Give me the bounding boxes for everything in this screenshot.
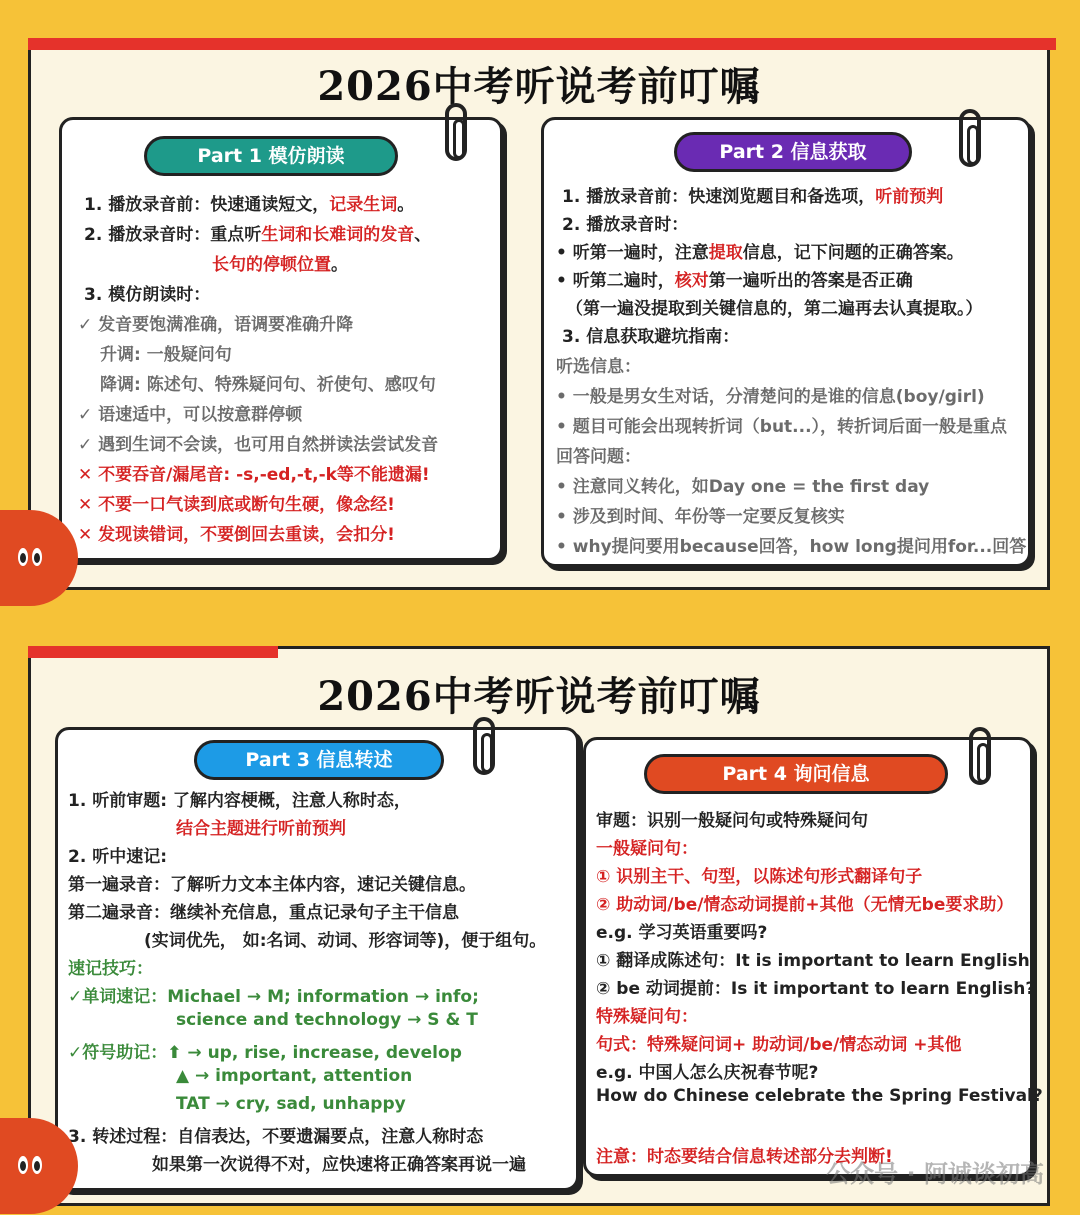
part1-line-4: 3. 模仿朗读时： [84, 285, 211, 305]
part2-line-2: 2. 播放录音时： [562, 215, 689, 235]
part4-line-8: 特殊疑问句： [596, 1007, 698, 1027]
part3-line-5: 第二遍录音：继续补充信息，重点记录句子主干信息 [68, 903, 459, 923]
part1-cross-3: ✕ 发现读错词，不要倒回去重读，会扣分! [78, 525, 395, 545]
eye-icon [18, 548, 28, 566]
part1-rise: 升调: 一般疑问句 [100, 345, 232, 365]
part2-line-8: • 一般是男女生对话，分清楚问的是谁的信息(boy/girl) [556, 387, 985, 407]
paperclip-icon [959, 109, 981, 167]
part3-line-6: (实词优先， 如:名词、动词、形容词等)，便于组句。 [144, 931, 547, 951]
part3-line-2: 结合主题进行听前预判 [176, 819, 346, 839]
part2-line-13: • why提问要用because回答，how long提问用for...回答 [556, 537, 1027, 557]
part4-line-10: e.g. 中国人怎么庆祝春节呢? [596, 1063, 819, 1083]
part3-line-9: science and technology → S & T [176, 1010, 478, 1030]
part4-line-2: 一般疑问句： [596, 839, 698, 859]
part3-line-14: 如果第一次说得不对，应快速将正确答案再说一遍 [152, 1155, 526, 1175]
part3-line-3: 2. 听中速记: [68, 847, 168, 867]
part1-card [59, 117, 503, 561]
part2-line-12: • 涉及到时间、年份等一定要反复核实 [556, 507, 845, 527]
part3-line-12: TAT → cry, sad, unhappy [176, 1094, 406, 1114]
eye-icon [32, 548, 42, 566]
page-title: 2026中考听说考前叮嘱 [317, 673, 761, 720]
part4-line-12: 注意：时态要结合信息转述部分去判断! [596, 1147, 893, 1167]
red-tab [28, 38, 1056, 50]
part4-line-11: How do Chinese celebrate the Spring Festival? [596, 1086, 1043, 1106]
part3-line-13: 3. 转述过程：自信表达，不要遗漏要点，注意人称时态 [68, 1127, 484, 1147]
part4-line-4: ② 助动词/be/情态动词提前+其他（无情无be要求助） [596, 895, 1014, 915]
part2-pill: Part 2 信息获取 [674, 132, 912, 172]
paperclip-icon [473, 717, 495, 775]
eye-icon [18, 1156, 28, 1174]
part4-line-6: ① 翻译成陈述句：It is important to learn English. [596, 951, 1037, 971]
page-title: 2026中考听说考前叮嘱 [317, 63, 761, 110]
part1-line-2: 2. 播放录音时：重点听生词和长难词的发音、 [84, 225, 432, 245]
part2-line-3: • 听第一遍时，注意提取信息，记下问题的正确答案。 [556, 243, 964, 263]
part3-line-7: 速记技巧： [68, 959, 153, 979]
part2-line-5: （第一遍没提取到关键信息的，第二遍再去认真提取。） [566, 299, 983, 319]
part1-line-3: 长句的停顿位置。 [212, 255, 348, 275]
part4-pill: Part 4 询问信息 [644, 754, 948, 794]
part4-card [583, 737, 1043, 1177]
part1-fall: 降调: 陈述句、特殊疑问句、祈使句、感叹句 [100, 375, 436, 395]
top-sheet [28, 38, 1050, 590]
part4-line-9: 句式：特殊疑问词+ 助动词/be/情态动词 +其他 [596, 1035, 962, 1055]
red-tab [28, 646, 278, 658]
part2-line-10: 回答问题： [556, 447, 641, 467]
part1-line-1: 1. 播放录音前：快速通读短文，记录生词。 [84, 195, 415, 215]
part4-line-1: 审题：识别一般疑问句或特殊疑问句 [596, 811, 868, 831]
part4-line-3: ① 识别主干、句型，以陈述句形式翻译句子 [596, 867, 923, 887]
watermark: 公众号 · 阿诚谈初高 [826, 1160, 1044, 1188]
eye-icon [32, 1156, 42, 1174]
part2-line-7: 听选信息： [556, 357, 641, 377]
part4-line-7: ② be 动词提前：Is it important to learn English? [596, 979, 1036, 999]
part3-line-10: ✓符号助记：⬆ → up, rise, increase, develop [68, 1043, 462, 1063]
bottom-sheet [28, 646, 1050, 1206]
part2-line-4: • 听第二遍时，核对第一遍听出的答案是否正确 [556, 271, 913, 291]
part3-line-4: 第一遍录音：了解听力文本主体内容，速记关键信息。 [68, 875, 476, 895]
paperclip-icon [969, 727, 991, 785]
part3-pill: Part 3 信息转述 [194, 740, 444, 780]
part1-check-3: ✓ 遇到生词不会读，也可用自然拼读法尝试发音 [78, 435, 439, 455]
part3-line-11: ▲ → important, attention [176, 1066, 413, 1086]
part2-line-1: 1. 播放录音前：快速浏览题目和备选项，听前预判 [562, 187, 944, 207]
part1-cross-1: ✕ 不要吞音/漏尾音: -s,-ed,-t,-k等不能遗漏! [78, 465, 430, 485]
part2-line-9: • 题目可能会出现转折词（but...），转折词后面一般是重点 [556, 417, 1008, 437]
part1-check-2: ✓ 语速适中，可以按意群停顿 [78, 405, 303, 425]
part4-line-5: e.g. 学习英语重要吗? [596, 923, 768, 943]
part3-line-1: 1. 听前审题: 了解内容梗概，注意人称时态， [68, 791, 411, 811]
paperclip-icon [445, 103, 467, 161]
part3-card [55, 727, 579, 1191]
part3-line-8: ✓单词速记：Michael → M; information → info; [68, 987, 479, 1007]
part1-pill: Part 1 模仿朗读 [144, 136, 398, 176]
part2-card [541, 117, 1031, 567]
part2-line-6: 3. 信息获取避坑指南： [562, 327, 740, 347]
part1-check-1: ✓ 发音要饱满准确，语调要准确升降 [78, 315, 354, 335]
part1-cross-2: ✕ 不要一口气读到底或断句生硬，像念经! [78, 495, 395, 515]
part2-line-11: • 注意同义转化，如Day one = the first day [556, 477, 930, 497]
